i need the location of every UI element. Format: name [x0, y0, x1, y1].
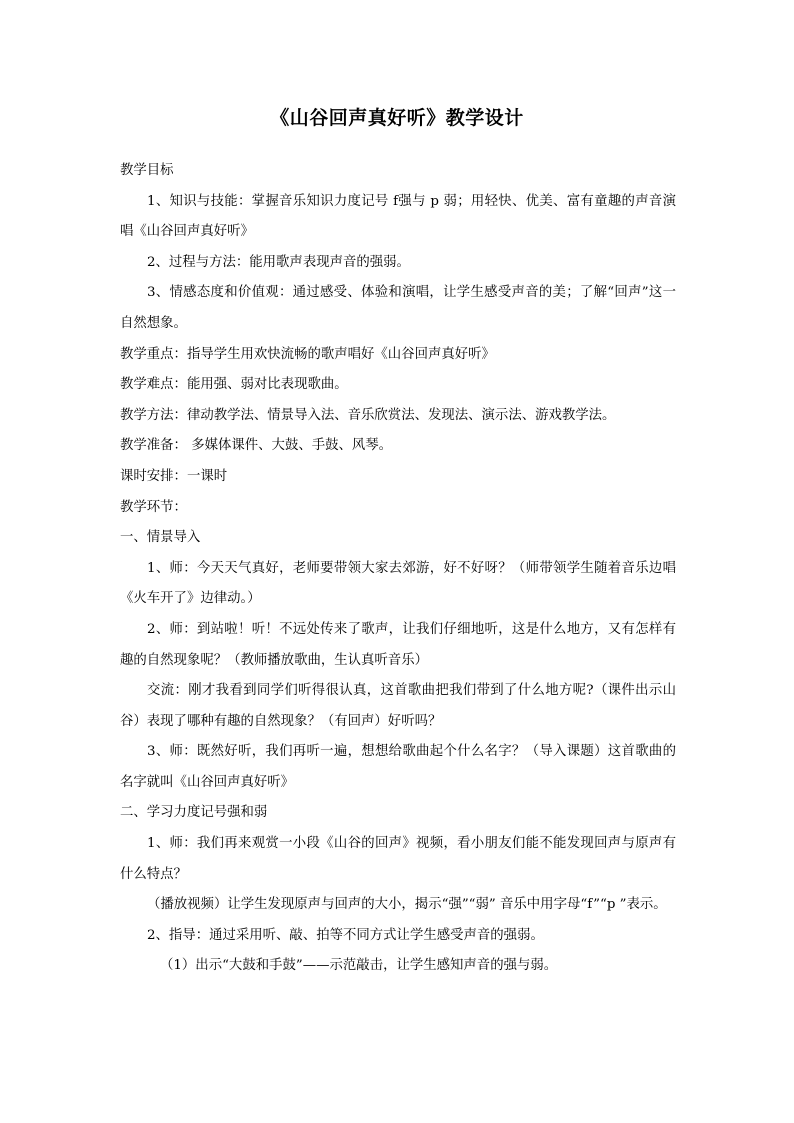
- section-scene-introduction: 一、情景导入: [120, 530, 201, 546]
- class-schedule: 课时安排：一课时: [120, 468, 228, 484]
- exchange-paragraph: 交流：刚才我看到同学们听得很认真，这首歌曲把我们带到了什么地方呢?（课件出示山谷）表现了哪种有趣的自然现象？（有回声）好听吗？: [120, 683, 676, 729]
- heading-teaching-objectives: 教学目标: [120, 163, 174, 178]
- document-title: 《山谷回声真好听》教学设计: [270, 107, 524, 129]
- objective-process-methods: 2、过程与方法：能用歌声表现声音的强弱。: [147, 254, 410, 270]
- document-body: [120, 156, 676, 982]
- video-paragraph: （播放视频）让学生发现原声与回声的大小，揭示“强”“弱” 音乐中用字母“f”“p ”表示。: [147, 897, 667, 913]
- teaching-focus: 教学重点：指导学生用欢快流畅的歌声唱好《山谷回声真好听》: [120, 346, 495, 362]
- sub-step-paragraph: （1）出示“大鼓和手鼓”——示范敲击，让学生感知声音的强与弱。: [160, 958, 558, 974]
- step-paragraph: 2、师：到站啦！听！不远处传来了歌声，让我们仔细地听，这是什么地方，又有怎样有趣的自然现象呢？（教师播放歌曲，生认真听音乐）: [120, 621, 676, 668]
- objective-emotion-values: 3、情感态度和价值观：通过感受、体验和演唱，让学生感受声音的美；了解“回声”这一自然想象。: [120, 285, 676, 331]
- step-paragraph: 2、指导：通过采用听、敲、拍等不同方式让学生感受声音的强弱。: [147, 927, 544, 943]
- teaching-preparation: 教学准备： 多媒体课件、大鼓、手鼓、风琴。: [120, 438, 393, 454]
- step-paragraph: 3、师：既然好听，我们再听一遍，想想给歌曲起个什么名字？（导入课题）这首歌曲的名字就叫《山谷回声真好听》: [120, 744, 676, 790]
- teaching-methods: 教学方法：律动教学法、情景导入法、音乐欣赏法、发现法、演示法、游戏教学法。: [120, 407, 616, 423]
- section-dynamics-learning: 二、学习力度记号强和弱: [120, 805, 268, 821]
- step-paragraph: 1、师：我们再来观赏一小段《山谷的回声》视频，看小朋友们能不能发现回声与原声有什么特点？: [120, 836, 676, 882]
- teaching-steps-heading: 教学环节：: [120, 499, 187, 515]
- teaching-difficulty: 教学难点：能用强、弱对比表现歌曲。: [120, 377, 348, 393]
- objective-knowledge-skills: 1、知识与技能：掌握音乐知识力度记号 f强与 p 弱；用轻快、优美、富有童趣的声音演唱《山谷回声真好听》: [120, 193, 676, 240]
- step-paragraph: 1、师：今天天气真好，老师要带领大家去郊游，好不好呀？（师带领学生随着音乐边唱《火车开了》边律动。）: [120, 560, 676, 607]
